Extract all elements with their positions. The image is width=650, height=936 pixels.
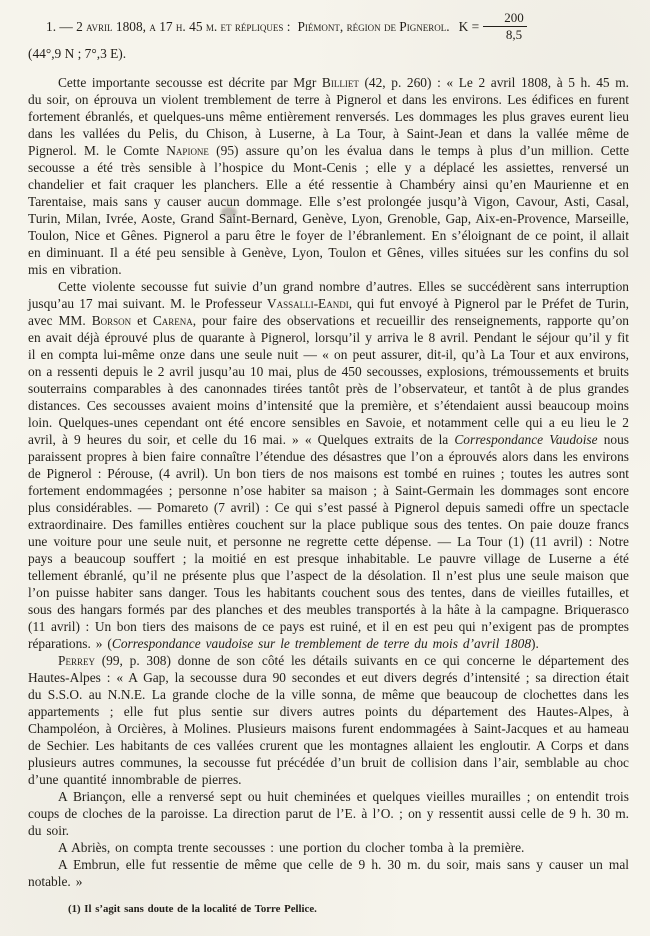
paragraph <box>28 278 629 652</box>
k-fraction <box>483 11 527 42</box>
paragraph <box>28 652 629 788</box>
entry-heading-line <box>28 11 629 42</box>
person-name: Vassalli-Eandi <box>266 296 349 312</box>
text-segment: A Embrun, elle fut ressentie de même que celle de 9 h. 30 m. du soir, mais sans y causer un mal notable. » <box>28 857 629 890</box>
footnote: (1) Il s’agit sans doute de la localité de Torre Pellice. <box>68 903 317 916</box>
text-segment: (42, p. 260) : « Le 2 avril 1808, à 5 h. 45 m. du soir, on éprouva un violent tremblement de terre à Pignerol et dans les environs. Les édifices en furent fortement ébranlés, et quelques-uns même entièrement renversés. Les dommages les plus graves eurent lieu dans les vallées du Pelis, du Chison, à Luserne, à La Tour, à Saint-Jean et dans la vallée même de Pignerol. M. le Comte <box>28 75 629 159</box>
entry-coordinates: (44°,9 N ; 7°,3 E). <box>28 46 127 62</box>
entry-date: 2 avril 1808, a 17 h. 45 m. et répliques : <box>76 18 291 34</box>
person-name: Billiet <box>321 75 359 91</box>
k-label: K = <box>458 18 480 34</box>
text-segment: nous paraissent propres à bien faire connaître l’étendue des désastres que l’on a éprouvés alors dans les environs de Pignerol : Pérouse, (4 avril). Un bon tiers de nos maisons est tombé en ruines ; toutes les autres sont fortement endommagées ; personne n’ose habiter sa maison ; à Saint-Germain les dommages sont encore plus considérables. — Pomareto (7 avril) : Ce qui s’est passé à Pignerol depuis samedi offre un spectacle extraordinaire. Des familles entières couchent sur la place publique sous des tentes. On paie douze francs une voiture pour une seule nuit, et personne ne regrette cette dépense. — La Tour (1) (11 avril) : Notre pays a beaucoup souffert ; la moitié en est presque inhabitable. Le pauvre village de Luserne a été tellement ébranlé, qu’il ne présente plus que l’aspect de la désolation. Il n’est plus une seule maison que l’on puisse habiter sans danger. Tous les habitants couchent sous des tentes, dans de vieilles futailles, et sous des hangars formés par des planches et des meubles transportés à la hâte à la campagne. Briquerasco (11 avril) : Un bon tiers des maisons de ce pays est ruiné, et il en est peu qui n’exigent pas de promptes réparations. » ( <box>28 432 629 652</box>
cited-title: Correspondance vaudoise sur le tremblement de terre du mois d’avril 1808 <box>111 636 532 652</box>
person-name: Carena <box>152 313 193 329</box>
text-segment: et <box>131 313 153 329</box>
paragraph <box>28 839 629 856</box>
text-segment: , pour faire des observations et recueillir des renseignements, rapporte qu’on en avait déjà éprouvé plus de quarante à Pignerol, lorsqu’il y arriva le 8 avril. Pendant le séjour qu’il y fit il en compta lui-même onze dans une seule nuit — « on peut assurer, dit-il, qu’à La Tour et aux environs, on a ressenti depuis le 2 avril jusqu’au 10 mai, plus de 450 secousses, explosions, trémoussements et bruits souterrains comparables à des canonnades tirées tantôt près de l’observateur, et tantôt à de plus grandes distances. Ces secousses avaient moins d’intensité que la première, et s’étendaient aussi beaucoup moins loin. Quelques-unes cependant ont été encore sensibles en Savoie, et notamment celle qui a eu lieu le 2 avril, à 9 heures du soir, et celle du 16 mai. » « Quelques extraits de la <box>28 313 630 448</box>
person-name: Perrey <box>58 653 95 669</box>
text-segment: , qui fut envoyé à Pignerol par le Préfet de Turin, avec MM. <box>28 296 629 329</box>
cited-title: Correspondance Vaudoise <box>454 432 598 448</box>
entry-number: 1. — <box>46 18 77 34</box>
entry-heading <box>28 11 629 62</box>
text-segment: (95) assure qu’on les évalua dans le temps à plus d’un million. Cette secousse a été très sensible à l’hospice du Mont-Cenis ; elle y a déplacé les assiettes, renversé un chandelier et fait craquer les planchers. Elle a été ressentie à Chambéry ainsi qu’en Maurienne et en Tarentaise, mais sans y causer aucun dommage. Elle s’est prolongée jusqu’à Vigon, Cavour, Asti, Casal, Turin, Milan, Ivrée, Aoste, Grand Saint-Bernard, Genève, Lyon, Grenoble, Gap, Aix-en-Provence, Marseille, Toulon, Nice et Gênes. Pignerol a paru être le foyer de l’ébranlement. En s’éloignant de ce point, il allait en diminuant. Il a été peu sensible à Genève, Lyon, Toulon et Gênes, villes situées sur les confins du sol mis en vibration. <box>28 143 630 278</box>
person-name: Napione <box>166 143 209 159</box>
text-segment: Cette importante secousse est décrite par Mgr <box>58 75 322 91</box>
text-segment: ). <box>531 636 539 652</box>
entry-region: Piémont, région de Pignerol. <box>297 18 450 34</box>
body-paragraphs <box>28 74 629 890</box>
k-fraction-numerator: 200 <box>483 11 527 27</box>
paragraph <box>28 74 629 278</box>
text-segment: A Briançon, elle a renversé sept ou huit cheminées et quelques vieilles murailles ; on entendit trois coups de cloches de la paroisse. La direction parut de l’E. à l’O. ; on y ressentit aussi celle de 9 h. 30 m. du soir. <box>28 789 629 839</box>
paragraph <box>28 788 629 839</box>
person-name: Borson <box>91 313 132 329</box>
text-segment: A Abriès, on compta trente secousses : une portion du clocher tomba à la première. <box>58 840 525 856</box>
text-segment: (99, p. 308) donne de son côté les détails suivants en ce qui concerne le département des Hautes-Alpes : « A Gap, la secousse dura 90 secondes et eut divers degrés d’intensité ; sa direction était du S.S.O. au N.N.E. La grande cloche de la ville sonna, de même que beaucoup de clochettes dans les appartements ; elle fut plus sentie sur divers autres points du département des Hautes-Alpes, à Champoléon, à Orcières, à Molines. Plusieurs maisons furent endommagées à Saint-Jacques et au hameau de Sechier. Les habitants de ces vallées crurent que les montagnes allaient les engloutir. A Corps et dans plusieurs autres communes, la secousse fut précédée d’un bruit de collision dans l’air, semblable au choc d’une quantité innombrable de pierres. <box>28 653 629 788</box>
paragraph <box>28 856 629 890</box>
text-segment: Cette violente secousse fut suivie d’un grand nombre d’autres. Elles se succédèrent sans interruption jusqu’au 17 mai suivant. M. le Professeur <box>28 279 629 312</box>
k-fraction-denominator: 8,5 <box>505 27 523 43</box>
